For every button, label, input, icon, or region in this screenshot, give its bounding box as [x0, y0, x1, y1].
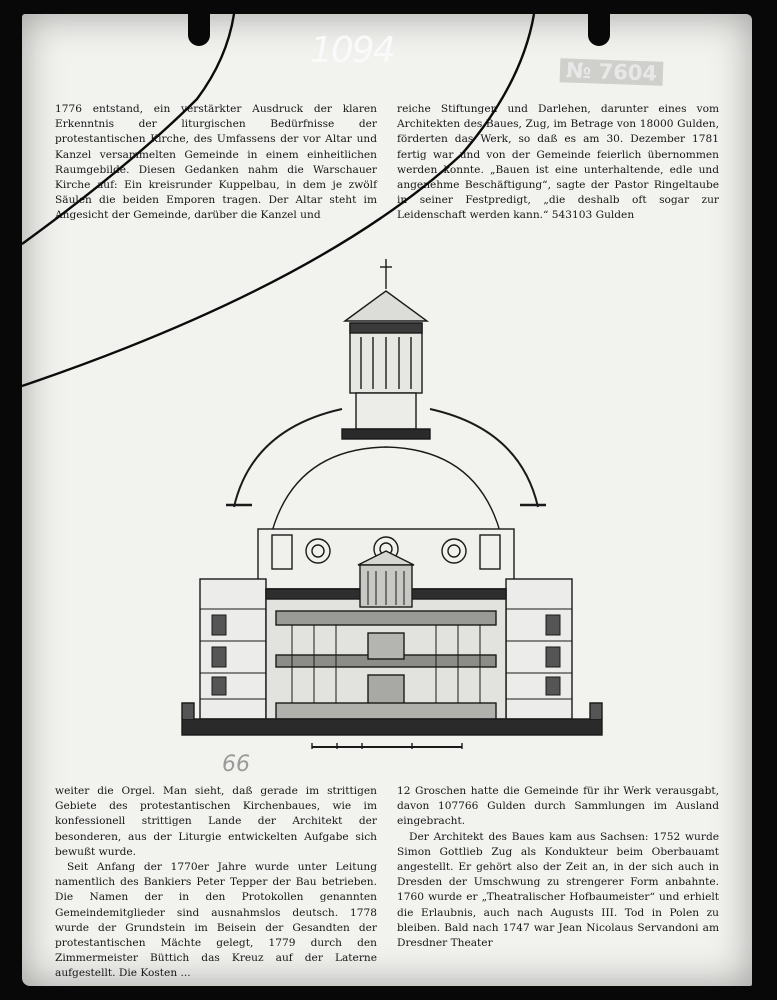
plate-notch-left	[188, 14, 210, 46]
upper-gallery	[276, 611, 496, 625]
archive-label: № 7604	[560, 58, 664, 86]
foundation	[182, 719, 602, 735]
text-column-bottom-right	[397, 784, 719, 951]
paragraph: 1776 entstand, ein verstärkter Ausdruck der klaren Erkenntnis der liturgischen Bedürfnisse der protestantischen Kirche, des Umfassens der vor Altar und Kanzel versammelten Gemeinde in einem einheitlichen Raumgebilde. Diesen Gedanken nahm die Warschauer Kirche auf: Ein kreisrunder Kuppelbau, in dem je zwölf Säulen die beiden Emporen tragen. Der Altar steht im Angesicht der Gemeinde, darüber die Kanzel und	[55, 103, 377, 222]
handwritten-number: 1094	[310, 30, 394, 71]
right-wing	[506, 579, 572, 719]
text-column-top-right	[397, 102, 719, 224]
page-number: 66	[222, 752, 250, 777]
paragraph: Seit Anfang der 1770er Jahre wurde unter Leitung namentlich des Bankiers Peter Tepper der Bau betrieben. Die Namen der in den Protokollen genannten Gemeindemitglieder sind ausnahmslos deutsch. 1778 wurde der Grundstein im Beisein der Gesandten der protestantischen Mächte gelegt, 1779 durch den Zimmermeister Büttich das Kreuz auf der Laterne aufgestellt. Die Kosten ...	[55, 861, 377, 980]
inner-dome	[270, 447, 502, 539]
book-page	[22, 14, 752, 986]
pulpit	[368, 633, 404, 659]
paragraph: Der Architekt des Baues kam aus Sachsen: 1752 wurde Simon Gottlieb Zug als Kondukteur beim Oberbauamt angestellt. Er gehört also der Zeit an, in der sich auch in Dresden der Umschwung zu strengerer Form anbahnte. 1760 wurde er „Theatralischer Hofbaumeister“ und erhielt die Erlaubnis, auch nach Augusts III. Tod in Polen zu bleiben. Bald nach 1747 war Jean Nicolaus Servandoni am Dresdner Theater	[397, 830, 719, 950]
paragraph: reiche Stiftungen und Darlehen, darunter eines vom Architekten des Baues, Zug, im Betrage von 18000 Gulden, förderten das Werk, so daß es am 30. Dezember 1781 fertig war und von der Gemeinde feierlich übernommen werden konnte. „Bauen ist eine unterhaltende, edle und angenehme Beschäftigung“, sagte der Pastor Ringeltaube in seiner Festpredigt, „die deshalb oft sogar zur Leidenschaft werden kann.“ 543103 Gulden	[397, 103, 719, 222]
church-section-drawing	[162, 259, 622, 749]
lantern-roof	[345, 291, 427, 321]
left-wing	[200, 579, 266, 719]
text-column-top-left	[55, 102, 377, 224]
plate-notch-right	[588, 14, 610, 46]
text-column-bottom-left	[55, 784, 377, 982]
altar	[368, 675, 404, 707]
paragraph: 12 Groschen hatte die Gemeinde für ihr Werk verausgabt, davon 107766 Gulden durch Sammlungen im Ausland eingebracht.	[397, 785, 719, 828]
paragraph: weiter die Orgel. Man sieht, daß gerade im strittigen Gebiete des protestantischen Kirchenbaues, wie im konfessionell strittigen Lande der Architekt der besonderen, aus der Liturgie entwickelten Aufgabe sich bewußt wurde.	[55, 785, 377, 858]
pews	[276, 703, 496, 719]
